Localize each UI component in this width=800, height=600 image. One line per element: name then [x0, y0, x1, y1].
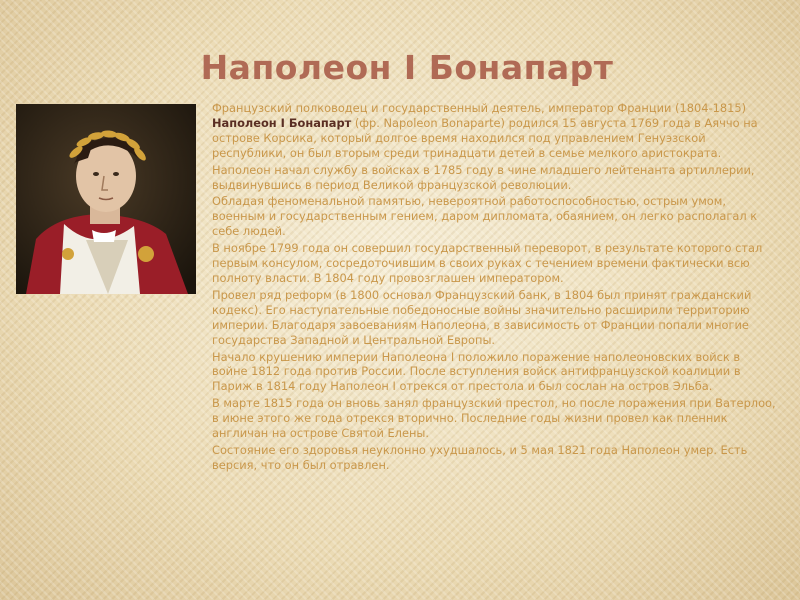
- slide-title: Наполеон I Бонапарт: [200, 48, 614, 87]
- biography-text: [212, 101, 777, 475]
- paragraph-5: Провел ряд реформ (в 1800 основал Французский банк, в 1804 был принят гражданский кодекс). Его наступательные победоносные войны значительно расширили территорию империи. Благодаря завоеваниям Наполеона, в зависимость от Франции попали многие государства Западной и Центральной Европы.: [212, 287, 752, 347]
- paragraph-2: Наполеон начал службу в войсках в 1785 году в чине младшего лейтенанта артиллерии, выдвинувшись в период Великой французской революции.: [212, 162, 755, 192]
- paragraph-1-suffix: (фр. Napoleon Bonaparte) родился 15 августа 1769 года в Аяччо на острове Корсика, который долгое время находился под управлением Генуэзской республики, он был вторым среди тринадцати детей в семье мелкого аристократа.: [212, 115, 758, 160]
- napoleon-name: Наполеон I Бонапарт: [212, 115, 352, 130]
- paragraph-1: [212, 101, 777, 161]
- paragraph-3: Обладая феноменальной памятью, невероятной работоспособностью, острым умом, военным и государственным гением, даром дипломата, обаянием, он легко располагал к себе людей.: [212, 194, 758, 239]
- paragraph-1-prefix: Французский полководец и государственный деятель, император Франции (1804-1815): [212, 101, 747, 115]
- paragraph-8: Состояние его здоровья неуклонно ухудшалось, и 5 мая 1821 года Наполеон умер. Есть версия, что он был отравлен.: [212, 442, 748, 472]
- paragraph-4: В ноябре 1799 года он совершил государственный переворот, в результате которого стал первым консулом, сосредоточившим в своих руках с течением времени фактически всю полноту власти. В 1804 году провозглашен императором.: [212, 241, 763, 285]
- napoleon-portrait-icon: [16, 104, 196, 294]
- paragraph-7: В марте 1815 года он вновь занял французский престол, но после поражения при Ватерлоо, в июне этого же года отрекся вторично. Последние годы жизни провел как пленник англичан на острове Святой Елены.: [212, 396, 776, 441]
- paragraph-6: Начало крушению империи Наполеона I положило поражение наполеоновских войск в войне 1812 года против России. После вступления войск антифранцузской коалиции в Париж в 1814 году Наполеон I отрекся от престола и был сослан на остров Эльба.: [212, 349, 741, 394]
